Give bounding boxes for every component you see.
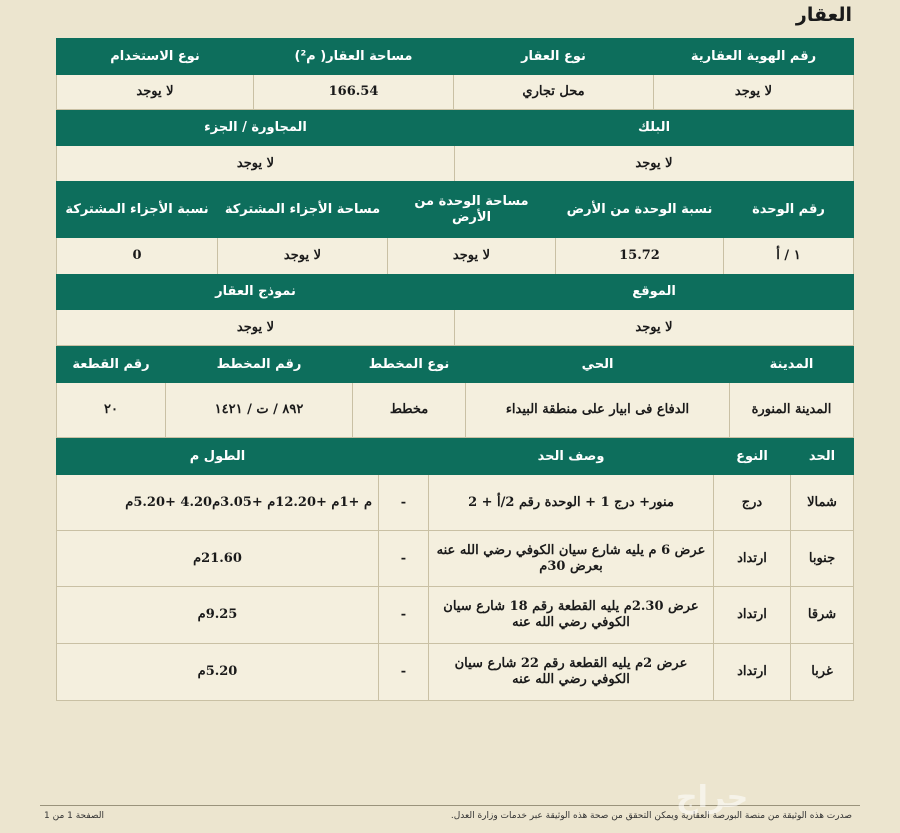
- boundary-dash: -: [379, 531, 429, 587]
- boundary-direction: شرقا: [791, 587, 854, 644]
- boundary-type: درج: [714, 475, 791, 531]
- header-boundary-description: وصف الحد: [429, 439, 714, 475]
- boundary-direction: شمالا: [791, 475, 854, 531]
- value-block: لا يوجد: [455, 146, 854, 182]
- value-plan-number: ٨٩٢ / ت / ١٤٢١: [166, 383, 353, 438]
- header-neighborhood-part: المجاورة / الجزء: [57, 111, 455, 146]
- value-property-type: محل تجاري: [454, 75, 654, 110]
- section-title: العقار: [795, 4, 852, 26]
- value-unit-land-ratio: 15.72: [556, 238, 724, 275]
- boundary-length: م +1م +12.20م +3.05م4.20 +5.20م: [57, 475, 379, 531]
- value-plot-number: ٢٠: [57, 383, 166, 438]
- property-table-1: [56, 38, 854, 110]
- boundary-dash: -: [379, 475, 429, 531]
- boundary-description: عرض 6 م يليه شارع سيان الكوفي رضي الله عنه بعرض 30م: [429, 531, 714, 587]
- header-usage-type: نوع الاستخدام: [57, 39, 254, 75]
- boundary-length: 9.25م: [57, 587, 379, 644]
- header-plan-number: رقم المخطط: [166, 347, 353, 383]
- plan-table: [56, 346, 854, 438]
- boundary-type: ارتداد: [714, 531, 791, 587]
- value-district: الدفاع فى ابيار على منطقة البيداء: [466, 383, 730, 438]
- value-usage-type: لا يوجد: [57, 75, 254, 110]
- value-city: المدينة المنورة: [730, 383, 854, 438]
- table-row: [57, 587, 854, 644]
- header-property-type: نوع العقار: [454, 39, 654, 75]
- boundary-description: عرض 2.30م يليه القطعة رقم 18 شارع سيان الكوفي رضي الله عنه: [429, 587, 714, 644]
- boundary-description: منور+ درج 1 + الوحدة رقم 2/أ + 2: [429, 475, 714, 531]
- boundary-description: عرض 2م يليه القطعة رقم 22 شارع سيان الكوفي رضي الله عنه: [429, 644, 714, 701]
- header-plan-type: نوع المخطط: [353, 347, 466, 383]
- header-unit-land-area: مساحة الوحدة من الأرض: [388, 182, 556, 238]
- header-city: المدينة: [730, 347, 854, 383]
- value-plan-type: مخطط: [353, 383, 466, 438]
- value-neighborhood-part: لا يوجد: [57, 146, 455, 182]
- header-unit-land-ratio: نسبة الوحدة من الأرض: [556, 182, 724, 238]
- location-table: [56, 274, 854, 346]
- header-boundary: الحد: [791, 439, 854, 475]
- header-length: الطول م: [57, 439, 379, 475]
- table-row: [57, 644, 854, 701]
- value-unit-land-area: لا يوجد: [388, 238, 556, 275]
- value-property-id: لا يوجد: [654, 75, 854, 110]
- boundary-dash: -: [379, 644, 429, 701]
- value-property-area: 166.54: [254, 75, 454, 110]
- header-district: الحي: [466, 347, 730, 383]
- boundary-length: 5.20م: [57, 644, 379, 701]
- header-property-model: نموذج العقار: [57, 275, 455, 310]
- boundary-type: ارتداد: [714, 587, 791, 644]
- watermark: حراج: [676, 780, 749, 815]
- header-common-ratio: نسبة الأجزاء المشتركة: [57, 182, 218, 238]
- header-blank: [379, 439, 429, 475]
- header-block: البلك: [455, 111, 854, 146]
- value-location: لا يوجد: [455, 310, 854, 346]
- header-property-id: رقم الهوية العقارية: [654, 39, 854, 75]
- boundary-type: ارتداد: [714, 644, 791, 701]
- boundary-length: 21.60م: [57, 531, 379, 587]
- footer-note: صدرت هذه الوثيقة من منصة البورصة العقارية ويمكن التحقق من صحة هذه الوثيقة عبر خدمات وزارة العدل.: [450, 811, 852, 821]
- boundary-direction: غربا: [791, 644, 854, 701]
- table-row: [57, 475, 854, 531]
- unit-table: [56, 181, 854, 275]
- header-boundary-type: النوع: [714, 439, 791, 475]
- property-table-2: [56, 110, 854, 182]
- header-property-area: مساحة العقار( م²): [254, 39, 454, 75]
- header-common-area: مساحة الأجزاء المشتركة: [218, 182, 388, 238]
- value-common-area: لا يوجد: [218, 238, 388, 275]
- value-common-ratio: 0: [57, 238, 218, 275]
- boundary-dash: -: [379, 587, 429, 644]
- page-number: الصفحة 1 من 1: [44, 811, 104, 821]
- value-unit-number: ١ / أ: [724, 238, 854, 275]
- value-property-model: لا يوجد: [57, 310, 455, 346]
- header-plot-number: رقم القطعة: [57, 347, 166, 383]
- boundaries-table: [56, 438, 854, 701]
- table-row: [57, 531, 854, 587]
- header-location: الموقع: [455, 275, 854, 310]
- boundary-direction: جنوبا: [791, 531, 854, 587]
- header-unit-number: رقم الوحدة: [724, 182, 854, 238]
